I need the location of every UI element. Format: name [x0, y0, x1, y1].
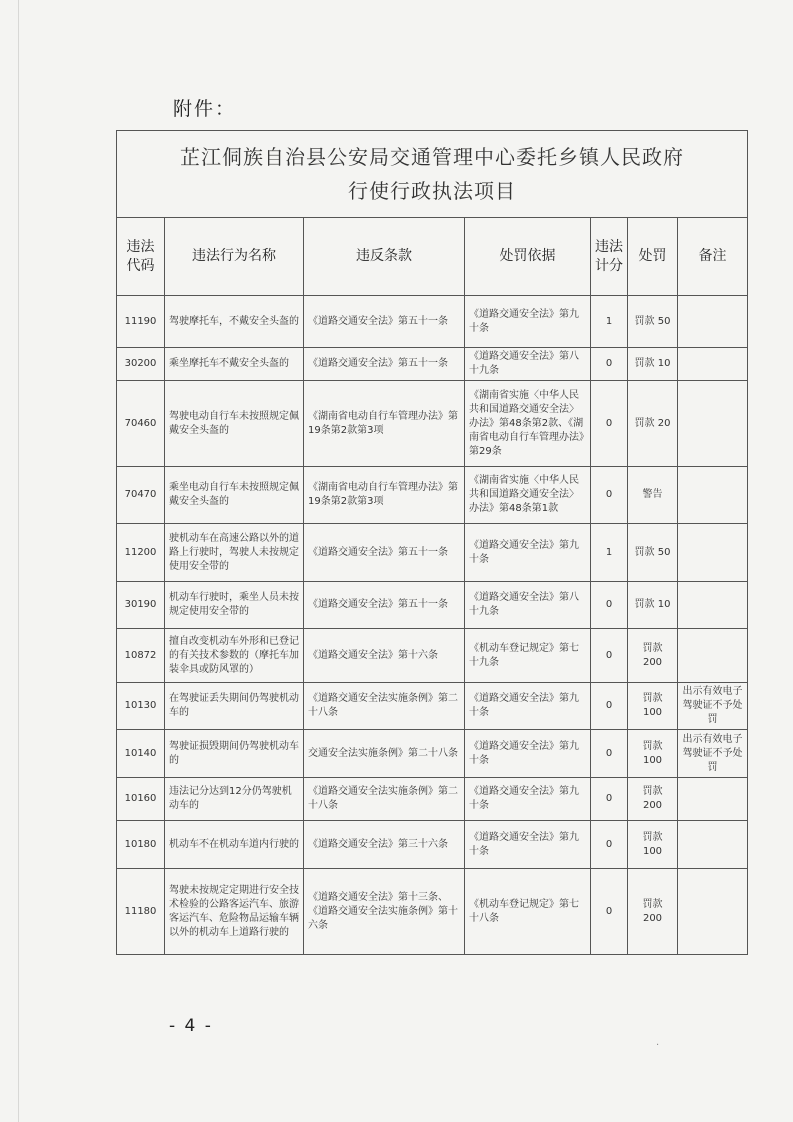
header-name: 违法行为名称	[165, 218, 304, 296]
cell-code: 30200	[117, 348, 165, 381]
cell-penalty: 罚款 20	[628, 381, 678, 467]
page-edge	[18, 0, 19, 1122]
cell-basis: 《道路交通安全法》第九十条	[465, 524, 591, 582]
cell-note	[678, 869, 748, 955]
cell-name: 违法记分达到12分仍驾驶机动车的	[165, 778, 304, 821]
table-header-row	[117, 218, 748, 296]
cell-clause: 《道路交通安全法》第五十一条	[304, 582, 465, 629]
cell-name: 驾驶未按规定定期进行安全技术检验的公路客运汽车、旅游客运汽车、危险物品运输车辆以外的机动车上道路行驶的	[165, 869, 304, 955]
cell-note	[678, 524, 748, 582]
cell-penalty: 罚款 100	[628, 821, 678, 869]
cell-penalty: 罚款 50	[628, 524, 678, 582]
cell-basis: 《道路交通安全法》第九十条	[465, 778, 591, 821]
cell-note	[678, 821, 748, 869]
cell-points: 1	[591, 524, 628, 582]
cell-name: 驾驶摩托车，不戴安全头盔的	[165, 296, 304, 348]
cell-name: 驶机动车在高速公路以外的道路上行驶时，驾驶人未按规定使用安全带的	[165, 524, 304, 582]
cell-points: 0	[591, 381, 628, 467]
cell-basis: 《道路交通安全法》第九十条	[465, 730, 591, 778]
cell-penalty: 罚款 100	[628, 730, 678, 778]
cell-points: 0	[591, 629, 628, 683]
cell-points: 0	[591, 730, 628, 778]
page-number: - 4 -	[169, 1016, 213, 1036]
cell-name: 在驾驶证丢失期间仍驾驶机动车的	[165, 683, 304, 730]
cell-clause: 《湖南省电动自行车管理办法》第19条第2款第3项	[304, 381, 465, 467]
cell-note	[678, 467, 748, 524]
cell-penalty: 罚款 10	[628, 348, 678, 381]
cell-basis: 《湖南省实施〈中华人民共和国道路交通安全法〉办法》第48条第1款	[465, 467, 591, 524]
cell-note	[678, 778, 748, 821]
table-row	[117, 296, 748, 348]
header-points: 违法 计分	[591, 218, 628, 296]
cell-clause: 《道路交通安全法》第三十六条	[304, 821, 465, 869]
cell-clause: 交通安全法实施条例》第二十八条	[304, 730, 465, 778]
cell-code: 10130	[117, 683, 165, 730]
cell-basis: 《湖南省实施〈中华人民共和国道路交通安全法〉办法》第48条第2款、《湖南省电动自行车管理办法》第29条	[465, 381, 591, 467]
cell-basis: 《道路交通安全法》第九十条	[465, 296, 591, 348]
table-row	[117, 821, 748, 869]
cell-code: 30190	[117, 582, 165, 629]
cell-name: 机动车行驶时，乘坐人员未按规定使用安全带的	[165, 582, 304, 629]
cell-name: 驾驶电动自行车未按照规定佩戴安全头盔的	[165, 381, 304, 467]
cell-points: 1	[591, 296, 628, 348]
cell-code: 70460	[117, 381, 165, 467]
table-row	[117, 381, 748, 467]
cell-points: 0	[591, 582, 628, 629]
cell-clause: 《道路交通安全法》第五十一条	[304, 524, 465, 582]
table-body	[117, 296, 748, 955]
cell-code: 10140	[117, 730, 165, 778]
cell-code: 11200	[117, 524, 165, 582]
cell-clause: 《道路交通安全法》第十三条、《道路交通安全法实施条例》第十六条	[304, 869, 465, 955]
header-code: 违法 代码	[117, 218, 165, 296]
cell-code: 11190	[117, 296, 165, 348]
cell-note	[678, 348, 748, 381]
table-row	[117, 778, 748, 821]
cell-penalty: 罚款 10	[628, 582, 678, 629]
cell-name: 乘坐摩托车不戴安全头盔的	[165, 348, 304, 381]
cell-code: 10180	[117, 821, 165, 869]
scan-speck: ·	[656, 1040, 660, 1051]
cell-penalty: 罚款 200	[628, 629, 678, 683]
table-row	[117, 582, 748, 629]
cell-penalty: 罚款 100	[628, 683, 678, 730]
cell-code: 70470	[117, 467, 165, 524]
cell-basis: 《道路交通安全法》第九十条	[465, 821, 591, 869]
header-clause: 违反条款	[304, 218, 465, 296]
header-penalty: 处罚	[628, 218, 678, 296]
table-row	[117, 730, 748, 778]
cell-points: 0	[591, 869, 628, 955]
cell-clause: 《道路交通安全法实施条例》第二十八条	[304, 778, 465, 821]
cell-points: 0	[591, 683, 628, 730]
enforcement-items-table	[116, 130, 748, 955]
cell-basis: 《机动车登记规定》第七十九条	[465, 629, 591, 683]
cell-clause: 《道路交通安全法》第五十一条	[304, 296, 465, 348]
table-row	[117, 629, 748, 683]
cell-penalty: 警告	[628, 467, 678, 524]
cell-basis: 《道路交通安全法》第八十九条	[465, 348, 591, 381]
table-row	[117, 869, 748, 955]
cell-note: 出示有效电子驾驶证不予处罚	[678, 730, 748, 778]
cell-clause: 《湖南省电动自行车管理办法》第19条第2款第3项	[304, 467, 465, 524]
cell-clause: 《道路交通安全法》第十六条	[304, 629, 465, 683]
cell-penalty: 罚款 200	[628, 869, 678, 955]
cell-points: 0	[591, 821, 628, 869]
cell-basis: 《道路交通安全法》第八十九条	[465, 582, 591, 629]
cell-name: 驾驶证损毁期间仍驾驶机动车的	[165, 730, 304, 778]
cell-note: 出示有效电子驾驶证不予处罚	[678, 683, 748, 730]
cell-penalty: 罚款 50	[628, 296, 678, 348]
cell-points: 0	[591, 467, 628, 524]
cell-points: 0	[591, 778, 628, 821]
cell-note	[678, 629, 748, 683]
cell-code: 10160	[117, 778, 165, 821]
cell-basis: 《道路交通安全法》第九十条	[465, 683, 591, 730]
cell-clause: 《道路交通安全法实施条例》第二十八条	[304, 683, 465, 730]
table-row	[117, 683, 748, 730]
cell-name: 机动车不在机动车道内行驶的	[165, 821, 304, 869]
header-note: 备注	[678, 218, 748, 296]
table-row	[117, 467, 748, 524]
attachment-label: 附件：	[173, 98, 237, 120]
cell-name: 擅自改变机动车外形和已登记的有关技术参数的（摩托车加装伞具或防风罩的）	[165, 629, 304, 683]
cell-note	[678, 381, 748, 467]
cell-basis: 《机动车登记规定》第七十八条	[465, 869, 591, 955]
cell-code: 11180	[117, 869, 165, 955]
document-title: 芷江侗族自治县公安局交通管理中心委托乡镇人民政府 行使行政执法项目	[117, 131, 748, 218]
cell-points: 0	[591, 348, 628, 381]
cell-note	[678, 296, 748, 348]
cell-clause: 《道路交通安全法》第五十一条	[304, 348, 465, 381]
table-row	[117, 524, 748, 582]
header-basis: 处罚依据	[465, 218, 591, 296]
cell-name: 乘坐电动自行车未按照规定佩戴安全头盔的	[165, 467, 304, 524]
cell-note	[678, 582, 748, 629]
cell-penalty: 罚款 200	[628, 778, 678, 821]
cell-code: 10872	[117, 629, 165, 683]
table-row	[117, 348, 748, 381]
